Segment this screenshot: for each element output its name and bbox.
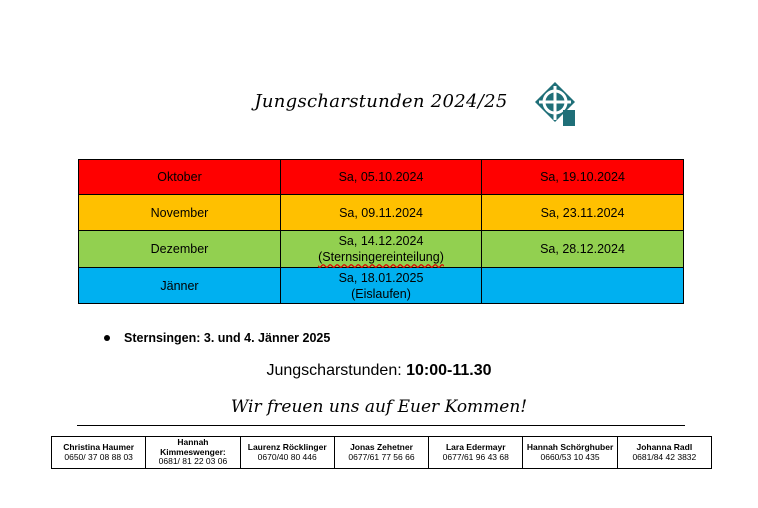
date-cell: Sa, 19.10.2024	[482, 160, 684, 195]
schedule-row-november	[79, 195, 684, 231]
times-value: 10:00-11.30	[406, 362, 492, 379]
bullet-text: Sternsingen: 3. und 4. Jänner 2025	[124, 331, 331, 345]
date-cell: Sa, 23.11.2024	[482, 195, 684, 231]
month-cell: Oktober	[79, 160, 281, 195]
contact-name: Hannah Kimmeswenger:	[160, 437, 226, 457]
divider	[77, 425, 685, 426]
contact-phone: 0670/40 80 446	[257, 451, 317, 462]
contact-cell	[429, 437, 523, 469]
contact-phone: 0677/61 77 56 66	[348, 451, 415, 462]
contact-cell	[240, 437, 334, 469]
contact-cell	[617, 437, 711, 469]
schedule-row-jaenner	[79, 268, 684, 304]
month-cell: Dezember	[79, 231, 281, 268]
contact-phone: 0681/ 81 22 03 06	[158, 456, 228, 467]
schedule-row-oktober	[79, 160, 684, 195]
date-cell: Sa, 05.10.2024	[281, 160, 482, 195]
bullet-icon	[104, 335, 110, 341]
contact-name: Laurenz Röcklinger	[247, 442, 327, 452]
contacts-row	[52, 437, 712, 469]
welcome-message: Wir freuen uns auf Euer Kommen!	[230, 397, 528, 417]
contact-name: Jonas Zehetner	[350, 442, 413, 452]
parish-logo-icon	[533, 80, 577, 128]
contact-phone: 0681/84 42 3832	[632, 451, 697, 462]
contact-phone: 0677/61 96 43 68	[442, 451, 509, 462]
contact-phone: 0650/ 37 08 88 03	[64, 451, 133, 462]
sternsingen-bullet	[104, 331, 330, 345]
date-cell	[281, 268, 482, 304]
month-cell: Jänner	[79, 268, 281, 304]
contact-cell	[146, 437, 240, 469]
date-note: (Sternsingereinteilung)	[318, 250, 444, 264]
contact-name: Hannah Schörghuber	[526, 442, 614, 452]
times-label: Jungscharstunden:	[266, 362, 402, 379]
contact-name: Christina Haumer	[63, 442, 135, 452]
contact-name: Lara Edermayr	[445, 442, 506, 452]
page-title: Jungscharstunden 2024/25	[254, 91, 508, 112]
schedule-table	[78, 159, 684, 304]
contacts-table	[51, 436, 712, 469]
date-text: Sa, 14.12.2024	[338, 234, 424, 248]
date-note: (Eislaufen)	[351, 286, 411, 301]
date-cell	[281, 231, 482, 268]
date-text: Sa, 18.01.2025	[338, 270, 424, 285]
date-cell: Sa, 28.12.2024	[482, 231, 684, 268]
date-cell: Sa, 09.11.2024	[281, 195, 482, 231]
contact-phone: 0660/53 10 435	[540, 451, 600, 462]
month-cell: November	[79, 195, 281, 231]
meeting-times	[0, 362, 758, 380]
date-cell	[482, 268, 684, 304]
contact-name: Johanna Radl	[636, 442, 693, 452]
contact-cell	[334, 437, 428, 469]
contact-cell	[52, 437, 146, 469]
contact-cell	[523, 437, 617, 469]
schedule-row-dezember	[79, 231, 684, 268]
